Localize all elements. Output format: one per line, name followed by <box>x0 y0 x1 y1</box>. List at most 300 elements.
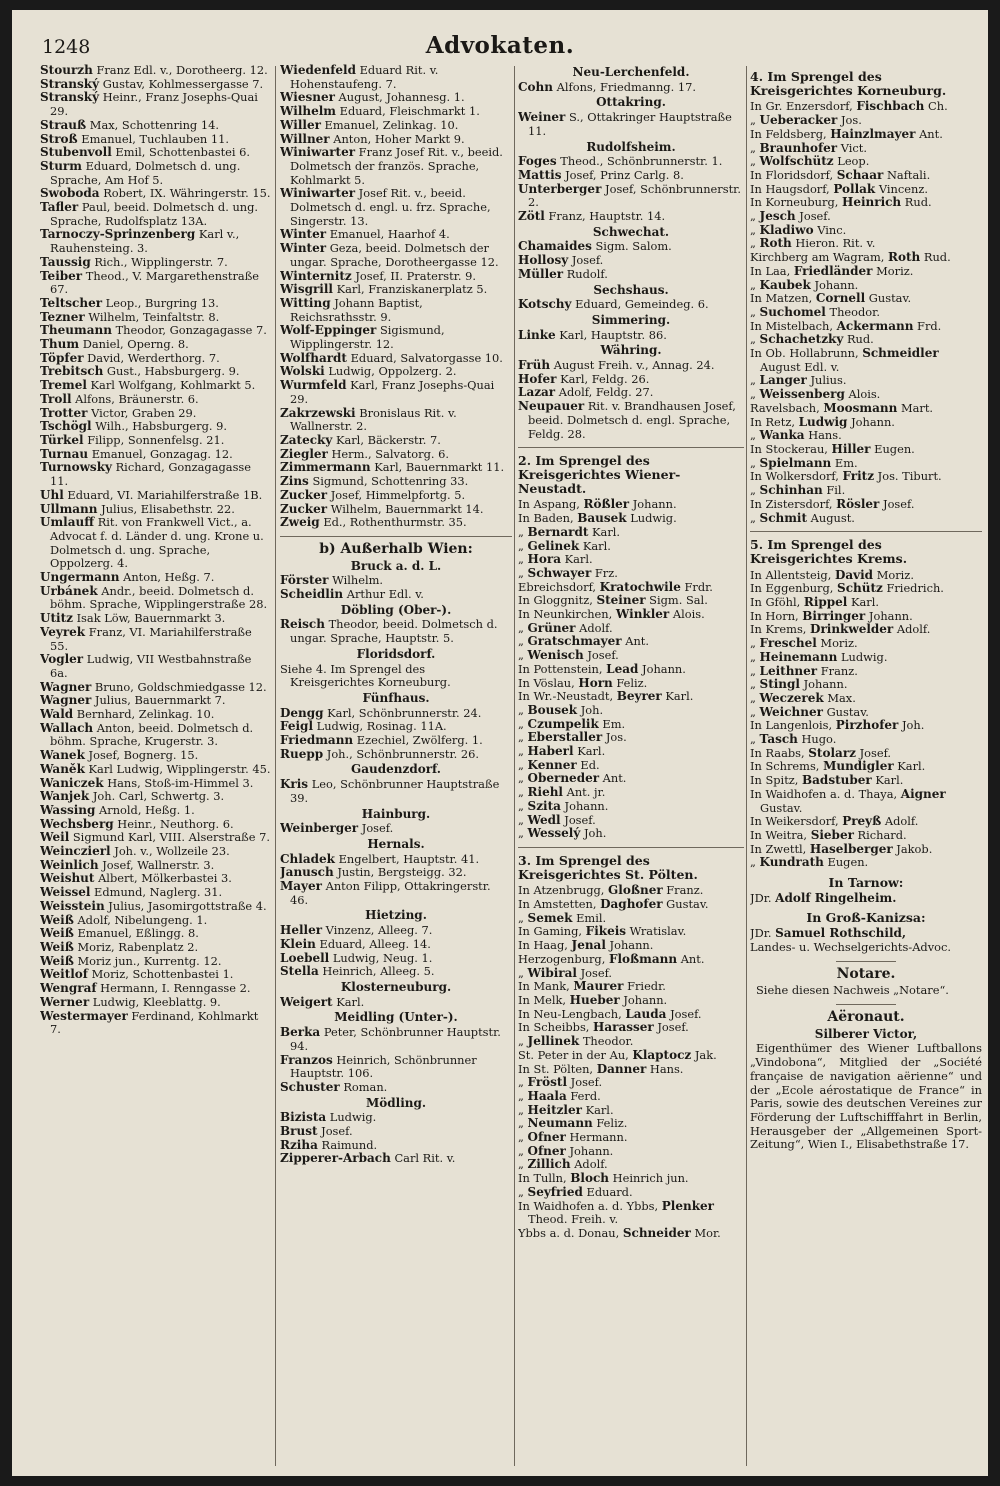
entry-place: „ <box>518 1075 528 1090</box>
entry-name: Bausek <box>577 511 627 526</box>
entry-name: Jenal <box>571 938 606 953</box>
entry-prefix: JDr. <box>750 926 772 941</box>
entry-name: Sturm <box>40 158 82 173</box>
entry-place: In Raabs, <box>750 745 809 760</box>
directory-entry <box>40 653 272 680</box>
entry-detail: Heinr., Neuthorg. 6. <box>117 816 234 831</box>
directory-entry <box>40 968 272 982</box>
aeronaut-name: Silberer Victor, <box>814 1026 918 1041</box>
section-rule <box>518 847 744 848</box>
directory-entry <box>518 677 744 691</box>
entry-place: „ <box>518 552 528 567</box>
sprengel-heading: 5. Im Sprengel des Kreisgerichtes Krems. <box>750 537 908 566</box>
entry-detail: Hans. <box>649 1061 684 1076</box>
directory-entry <box>750 569 982 583</box>
entry-place: „ <box>518 785 528 800</box>
directory-entry <box>750 114 982 128</box>
entry-detail: August, Johannesg. 1. <box>338 90 465 105</box>
entry-place: „ <box>750 428 760 443</box>
entry-detail: Wilhelm, Bauernmarkt 14. <box>330 501 484 516</box>
entry-name: Kenner <box>527 757 577 772</box>
entry-detail: Johann. <box>609 938 654 953</box>
directory-entry <box>750 484 982 498</box>
directory-entry <box>750 856 982 870</box>
directory-entry <box>518 635 744 649</box>
entry-name: Trotter <box>40 405 88 420</box>
directory-entry <box>750 142 982 156</box>
directory-entry <box>518 925 744 939</box>
entry-place: In Schrems, <box>750 759 824 774</box>
entry-place: In Haugsdorf, <box>750 181 834 196</box>
entry-detail: Johann. <box>814 277 859 292</box>
entry-name: Weisstein <box>40 898 105 913</box>
place-heading: Schwechat. <box>592 224 670 239</box>
entry-detail: David, Werderthorg. 7. <box>87 350 220 365</box>
entry-name: Ofner <box>527 1130 566 1145</box>
entry-name: Plenker <box>661 1198 714 1213</box>
entry-name: Weinlich <box>40 857 99 872</box>
entry-detail: Karl Ludwig, Wipplingerstr. 45. <box>88 761 271 776</box>
entry-place: „ <box>518 812 528 827</box>
entry-name: Szita <box>527 798 561 813</box>
entry-name: Turnowsky <box>40 460 112 475</box>
directory-entry <box>280 574 512 588</box>
entry-detail: Josef. <box>859 745 892 760</box>
entry-detail: Richard. <box>857 827 907 842</box>
entry-place: In Gr. Enzersdorf, <box>750 99 857 114</box>
entry-detail: Karl. <box>592 524 621 539</box>
directory-entry <box>40 516 272 571</box>
directory-entry <box>518 1035 744 1049</box>
entry-name: Bloch <box>570 1171 610 1186</box>
entry-name: Cohn <box>518 79 554 94</box>
entry-detail: Karl, Feldg. 26. <box>560 371 650 386</box>
entry-place: „ <box>750 332 760 347</box>
entry-name: Wanka <box>759 428 805 443</box>
directory-entry <box>280 352 512 366</box>
entry-detail: Eduard Rit. v. Hohenstaufeng. 7. <box>290 64 439 91</box>
directory-entry <box>280 448 512 462</box>
entry-detail: Franz. <box>820 663 858 678</box>
entry-detail: Johann. <box>642 661 686 676</box>
directory-entry <box>518 649 744 663</box>
entry-detail: Frd. <box>917 318 942 333</box>
entry-name: Tasch <box>759 732 798 747</box>
entry-detail: Ludwig, Kleeblattg. 9. <box>92 994 221 1009</box>
directory-entry <box>518 540 744 554</box>
entry-name: Hueber <box>569 993 620 1007</box>
entry-detail: Karl. <box>665 689 694 704</box>
entry-name: Chamaides <box>518 239 592 254</box>
directory-entry <box>750 251 982 265</box>
entry-detail: Siehe 4. Im Sprengel des Kreisgerichtes Korneuburg. <box>280 661 451 690</box>
directory-entry <box>280 996 512 1010</box>
entry-detail: Gustav. <box>826 704 869 719</box>
entry-name: Zakrzewski <box>280 405 356 420</box>
entry-detail: Johann. <box>564 798 609 813</box>
entry-detail: Joh. Carl, Schwertg. 3. <box>92 789 225 804</box>
entry-name: Winiwarter <box>280 145 356 160</box>
entry-name: Schachetzky <box>759 332 844 347</box>
entry-name: Floßmann <box>608 951 678 966</box>
tarnow-entry <box>750 892 982 906</box>
entry-name: Uhl <box>40 487 64 502</box>
entry-detail: Alois. <box>848 387 881 402</box>
directory-entry <box>40 256 272 270</box>
directory-entry <box>518 967 744 981</box>
entry-place: „ <box>750 387 760 402</box>
directory-entry <box>750 457 982 471</box>
entry-place: „ <box>518 1143 528 1158</box>
entry-name: Trebitsch <box>40 364 104 379</box>
entry-detail: Moriz, Schottenbastei 1. <box>91 967 234 982</box>
entry-name: Ofner <box>527 1143 566 1158</box>
entry-detail: Eugen. <box>827 855 869 870</box>
entry-detail: Jos. Tiburt. <box>877 469 942 484</box>
entry-name: Bernardt <box>527 524 589 539</box>
entry-detail: Eduard, Dolmetsch d. ung. Sprache, Am Hof 5. <box>50 158 241 187</box>
entry-detail: Hieron. Rit. v. <box>795 236 876 251</box>
entry-detail: Ed. <box>580 757 600 772</box>
entry-place: In Wolkersdorf, <box>750 469 843 484</box>
entry-detail: Heinrich, Schönbrunner Hauptstr. 106. <box>290 1052 477 1081</box>
entry-name: Zweig <box>280 515 320 530</box>
directory-entry <box>518 581 744 595</box>
directory-entry <box>40 763 272 777</box>
entry-name: Cornell <box>815 291 866 306</box>
entry-detail: Josef. <box>361 821 394 836</box>
entry-detail: Andr., beeid. Dolmetsch d. böhm. Sprache, Wipplingerstraße 28. <box>50 583 268 612</box>
entry-detail: Ludwig. <box>630 511 677 526</box>
directory-entry <box>750 678 982 692</box>
entry-detail: Rich., Wipplingerstr. 7. <box>94 254 228 269</box>
entry-name: Weiß <box>40 926 74 941</box>
entry-detail: Josef, Schönbrunnerstr. 2. <box>528 181 741 210</box>
entry-detail: Victor, Graben 29. <box>91 405 197 420</box>
directory-entry <box>518 772 744 786</box>
directory-entry <box>518 912 744 926</box>
directory-entry <box>280 748 512 762</box>
entry-name: Riehl <box>527 785 563 800</box>
entry-name: Birringer <box>802 608 866 623</box>
entry-place: In Baden, <box>518 511 578 526</box>
entry-name: Swoboda <box>40 186 100 201</box>
entry-detail: Adolf, Feldg. 27. <box>558 385 654 400</box>
entry-name: Stranský <box>40 76 100 91</box>
entry-place: In Laa, <box>750 263 794 278</box>
directory-entry <box>518 553 744 567</box>
entry-name: Wesselý <box>527 826 581 841</box>
directory-entry <box>40 119 272 133</box>
entry-name: Kratochwile <box>599 579 681 594</box>
entry-detail: Filipp, Sonnenfelsg. 21. <box>87 432 225 447</box>
entry-detail: Jak. <box>694 1047 717 1062</box>
entry-name: Thum <box>40 337 80 352</box>
entry-detail: Theodor. <box>829 304 880 319</box>
entry-name: Danner <box>596 1061 647 1076</box>
directory-entry <box>750 402 982 416</box>
entry-place: „ <box>750 140 760 155</box>
entry-name: Veyrek <box>40 624 86 639</box>
entry-name: Berka <box>280 1025 321 1040</box>
directory-entry <box>280 618 512 645</box>
entry-name: David <box>834 567 874 582</box>
entry-place: „ <box>518 702 528 717</box>
entry-detail: Moriz. <box>876 263 914 278</box>
entry-name: Beyrer <box>616 689 662 704</box>
entry-detail: Raimund. <box>321 1137 378 1152</box>
entry-detail: Rit. v. Brandhausen Josef, beeid. Dolmetsch d. engl. Sprache, Feldg. 28. <box>528 399 736 441</box>
directory-entry <box>518 622 744 636</box>
directory-entry <box>518 155 744 169</box>
entry-detail: Theod., Schönbrunnerstr. 1. <box>560 154 723 169</box>
entry-name: Winkler <box>615 607 670 622</box>
directory-entry <box>40 201 272 228</box>
directory-entry <box>518 373 744 387</box>
entry-place: In Korneuburg, <box>750 195 842 210</box>
directory-entry <box>750 320 982 334</box>
directory-entry <box>40 626 272 653</box>
place-heading: Sechshaus. <box>593 282 669 297</box>
entry-place: In Horn, <box>750 608 803 623</box>
entry-name: Weissel <box>40 885 91 900</box>
entry-place: „ <box>750 649 760 664</box>
directory-entry <box>750 747 982 761</box>
entry-detail: Jos. <box>840 113 862 128</box>
directory-entry <box>280 365 512 379</box>
entry-detail: Emil, Schottenbastei 6. <box>115 145 251 160</box>
entry-place: In Pottenstein, <box>518 661 607 676</box>
directory-entry <box>750 774 982 788</box>
directory-entry <box>40 941 272 955</box>
entry-detail: Karl. <box>875 773 904 788</box>
entry-detail: Emanuel, Eßlingg. 8. <box>77 926 199 941</box>
entry-name: Weinczierl <box>40 844 111 859</box>
entry-name: Foges <box>518 154 557 169</box>
aeronaut-text: Eigenthümer des Wiener Luftballons „Vindobona“, Mitglied der „Société française de navigation aërienne“ und der „Ecole aérostatique de France“ in Paris, sowie des deutschen Vereines zur Förderung der Luftschifffahrt in Berlin, Herausgeber der „Allgemeinen Sport-Zeitung“, Wien I., Elisabethstraße 17. <box>750 1041 982 1152</box>
entry-detail: Josef, Wallnerstr. 3. <box>102 857 215 872</box>
entry-name: Stingl <box>759 677 800 692</box>
entry-detail: Sigm. Salom. <box>595 239 672 254</box>
directory-entry <box>518 81 744 95</box>
entry-name: Samuel Rothschild, <box>775 926 907 941</box>
entry-detail: Johann. <box>851 414 895 429</box>
entry-place: „ <box>518 524 528 539</box>
entry-name: Friedmann <box>280 733 354 748</box>
entry-name: Umlauff <box>40 515 95 530</box>
directory-entry <box>518 1200 744 1227</box>
entry-name: Schwayer <box>527 565 592 580</box>
directory-entry <box>40 982 272 996</box>
entry-name: Pollak <box>833 181 876 196</box>
entry-detail: Fil. <box>826 483 846 498</box>
entry-detail: Josef. <box>564 812 596 827</box>
entry-detail: Mor. <box>694 1225 721 1240</box>
entry-place: „ <box>518 648 528 663</box>
directory-entry <box>750 429 982 443</box>
entry-detail: Jos. <box>605 730 627 745</box>
directory-entry <box>518 329 744 343</box>
directory-entry <box>518 814 744 828</box>
section-rule <box>518 447 744 448</box>
entry-detail: Eduard, Salvatorgasse 10. <box>350 350 503 365</box>
directory-entry <box>40 311 272 325</box>
directory-entry <box>518 1076 744 1090</box>
entry-detail: Ludwig, Oppolzerg. 2. <box>328 364 457 379</box>
directory-entry <box>518 210 744 224</box>
directory-entry <box>518 884 744 898</box>
entry-name: Schneider <box>622 1225 691 1240</box>
entry-place: In Stockerau, <box>750 441 832 456</box>
directory-entry <box>280 734 512 748</box>
directory-entry <box>40 338 272 352</box>
entry-name: Weiß <box>40 912 74 927</box>
directory-entry <box>750 733 982 747</box>
directory-entry <box>518 298 744 312</box>
entry-detail: Geza, beeid. Dolmetsch der ungar. Sprache, Dorotheergasse 12. <box>290 241 499 269</box>
entry-detail: Adolf. <box>896 622 931 637</box>
entry-place: „ <box>518 634 528 649</box>
directory-entry <box>280 407 512 434</box>
entry-detail: Adolf. <box>574 1157 608 1172</box>
entry-name: Fischbach <box>856 99 925 114</box>
entry-name: Eberstaller <box>527 730 603 745</box>
entry-detail: Hermann, I. Renngasse 2. <box>100 981 251 996</box>
entry-name: Gelinek <box>527 538 580 553</box>
entry-detail: Vincenz. <box>878 181 928 196</box>
directory-entry <box>518 594 744 608</box>
directory-entry <box>750 623 982 637</box>
directory-entry <box>518 1172 744 1186</box>
entry-detail: Sigmund Karl, VIII. Alserstraße 7. <box>72 830 270 845</box>
entry-place: Ravelsbach, <box>750 400 824 415</box>
entry-name: Wagner <box>40 679 92 694</box>
directory-entry <box>40 831 272 845</box>
kanizsa-entry-detail: Landes- u. Wechselgerichts-Advoc. <box>750 939 951 954</box>
entry-name: Wanjek <box>40 789 90 804</box>
directory-entry <box>280 475 512 489</box>
entry-name: Fröstl <box>527 1075 568 1090</box>
page-number: 1248 <box>42 36 91 58</box>
entry-detail: Emanuel, Gonzagag. 12. <box>91 446 233 461</box>
column-divider <box>514 66 515 1466</box>
entry-place: „ <box>750 154 760 169</box>
directory-entry <box>40 420 272 434</box>
entry-detail: Ant. jr. <box>566 785 606 800</box>
entry-detail: Anton, Heßg. 7. <box>123 570 215 585</box>
entry-detail: Josef. <box>570 1075 603 1090</box>
entry-name: Langer <box>759 373 807 388</box>
directory-entry <box>280 924 512 938</box>
entry-name: Zillich <box>527 1157 571 1172</box>
entry-place: „ <box>518 757 528 772</box>
directory-entry <box>280 434 512 448</box>
entry-place: „ <box>518 744 528 759</box>
directory-entry <box>518 526 744 540</box>
directory-entry <box>40 407 272 421</box>
entry-name: Mattis <box>518 167 562 182</box>
entry-detail: Albert, Mölkerbastei 3. <box>98 871 232 886</box>
entry-detail: Karl. <box>336 994 365 1009</box>
directory-entry <box>518 800 744 814</box>
entry-name: Chladek <box>280 851 335 866</box>
entry-name: Franzos <box>280 1052 333 1067</box>
entry-name: Strauß <box>40 117 87 132</box>
directory-entry <box>750 224 982 238</box>
entry-detail: Adolf, Nibelungeng. 1. <box>77 912 208 927</box>
directory-entry <box>518 759 744 773</box>
entry-place: „ <box>750 663 760 678</box>
page-title: Advokaten. <box>425 32 575 59</box>
entry-detail: Josef, Prinz Carlg. 8. <box>565 167 684 182</box>
kanizsa-entry <box>750 927 982 941</box>
directory-entry <box>40 612 272 626</box>
entry-detail: Karl. <box>897 759 926 774</box>
entry-detail: Rud. <box>923 250 951 265</box>
entry-name: Ackermann <box>836 318 914 333</box>
entry-detail: Karl, Franz Josephs-Quai 29. <box>290 378 495 406</box>
entry-detail: Ezechiel, Zwölferg. 1. <box>356 733 483 748</box>
entry-name: Wagner <box>40 693 92 708</box>
directory-entry <box>40 1010 272 1037</box>
entry-name: Ziegler <box>280 446 328 461</box>
entry-name: Wolf-Eppinger <box>280 323 377 338</box>
directory-entry <box>280 853 512 867</box>
entry-place: In Krems, <box>750 622 811 637</box>
section-rule <box>750 531 982 532</box>
entry-name: Rösler <box>836 496 880 511</box>
directory-entry <box>280 866 512 880</box>
entry-place: In Melk, <box>518 993 570 1007</box>
directory-entry <box>750 665 982 679</box>
entry-name: Klein <box>280 936 316 951</box>
entry-detail: Ant. <box>680 951 705 966</box>
directory-entry <box>750 374 982 388</box>
directory-entry <box>40 886 272 900</box>
entry-detail: Ludwig, Rosinag. 11A. <box>316 719 447 734</box>
entry-name: Wolfhardt <box>280 350 347 365</box>
place-heading: Ottakring. <box>596 95 666 110</box>
entry-place: In Gföhl, <box>750 595 804 610</box>
entry-name: Wechsberg <box>40 816 114 831</box>
entry-name: Werner <box>40 994 90 1009</box>
directory-entry <box>40 708 272 722</box>
entry-name: Ruepp <box>280 746 324 761</box>
entry-detail: Alfons, Bräunerstr. 6. <box>75 391 199 406</box>
directory-entry <box>40 324 272 338</box>
directory-entry <box>518 731 744 745</box>
entry-name: Heinrich <box>841 195 902 210</box>
entry-detail: Edmund, Naglerg. 31. <box>94 885 223 900</box>
entry-name: Stranský <box>40 90 100 105</box>
directory-entry <box>40 927 272 941</box>
directory-entry <box>280 461 512 475</box>
entry-detail: Anton Filipp, Ottakringerstr. 46. <box>290 879 491 907</box>
directory-entry <box>40 91 272 118</box>
entry-detail: Vinzenz, Alleeg. 7. <box>325 923 433 938</box>
directory-entry <box>518 386 744 400</box>
directory-entry <box>40 845 272 859</box>
entry-detail: Gustav, Kohlmessergasse 7. <box>102 76 264 91</box>
directory-entry <box>750 196 982 210</box>
directory-entry <box>750 416 982 430</box>
entry-detail: Emanuel, Tuchlauben 11. <box>81 131 230 146</box>
section-rule <box>836 1004 896 1005</box>
entry-place: „ <box>750 373 760 388</box>
entry-place: In Zwettl, <box>750 841 810 856</box>
entry-place: In Weikersdorf, <box>750 814 843 829</box>
entry-name: Loebell <box>280 950 330 965</box>
